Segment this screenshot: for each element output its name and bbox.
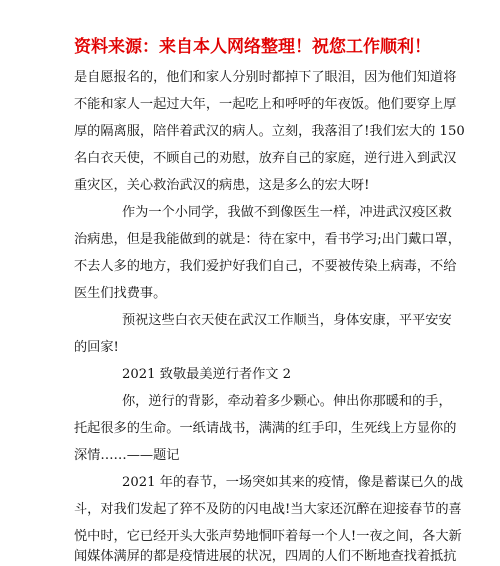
paragraph-line: 闻媒体满屏的都是疫情进展的状况，四周的人们不断地查找着抵抗: [74, 549, 457, 564]
paragraph-line: 预祝这些白衣天使在武汉工作顺当，身体安康，平平安安: [122, 313, 452, 328]
header-banner: 资料来源：来自本人网络整理！祝您工作顺利！: [74, 37, 431, 57]
section-title: 2021 致敬最美逆行者作文 2: [122, 367, 292, 382]
paragraph-line: 作为一个小同学，我做不到像医生一样，冲进武汉疫区救: [122, 205, 452, 220]
paragraph-line: 悦中时，它已经开头大张声势地恫吓着每一个人!一夜之间，各大新: [74, 529, 462, 544]
paragraph-line: 斗，对我们发起了猝不及防的闪电战!当大家还沉醉在迎接春节的喜: [74, 502, 462, 517]
paragraph-line: 的回家!: [74, 340, 119, 355]
paragraph-line: 医生们找费事。: [74, 286, 167, 301]
paragraph-line: 不去人多的地方，我们爱护好我们自己，不要被传染上病毒，不给: [74, 259, 457, 274]
paragraph-line: 治病患，但是我能做到的就是：待在家中，看书学习;出门戴口罩，: [74, 232, 461, 247]
paragraph-line: 2021 年的春节，一场突如其来的疫情，像是蓄谋已久的战: [122, 475, 464, 490]
paragraph-line: 重灾区，关心救治武汉的病患，这是多么的宏大呀!: [74, 178, 370, 193]
paragraph-line: 是自愿报名的，他们和家人分别时都掉下了眼泪，因为他们知道将: [74, 70, 457, 85]
paragraph-line: 托起很多的生命。一纸请战书，满满的红手印，生死线上方显你的: [74, 421, 457, 436]
paragraph-line: 名白衣天使，不顾自己的劝慰，放弃自己的家庭，逆行进入到武汉: [74, 151, 457, 166]
paragraph-line: 你，逆行的背影，牵动着多少颗心。伸出你那暖和的手，: [122, 394, 452, 409]
paragraph-line: 厚的隔离服，陪伴着武汉的病人。立刻，我落泪了!我们宏大的 150: [74, 124, 465, 139]
paragraph-line: 不能和家人一起过大年，一起吃上和呼呼的年夜饭。他们要穿上厚: [74, 97, 457, 112]
paragraph-line: 深情……——题记: [74, 448, 180, 463]
